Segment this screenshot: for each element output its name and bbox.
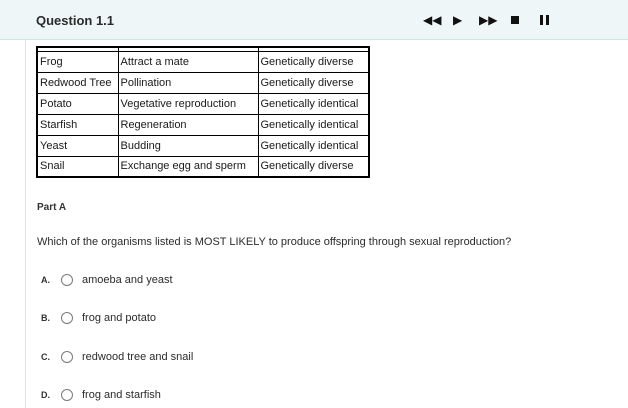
- method-cell: Attract a mate: [118, 51, 258, 72]
- pause-button[interactable]: [540, 15, 549, 25]
- question-title: Question 1.1: [36, 13, 115, 28]
- option-text[interactable]: amoeba and yeast: [82, 274, 173, 286]
- option-text[interactable]: redwood tree and snail: [82, 351, 194, 363]
- option-letter: D.: [41, 390, 50, 400]
- option-letter: C.: [41, 352, 50, 362]
- diversity-cell: Genetically identical: [258, 114, 369, 135]
- organism-cell: Snail: [37, 156, 118, 177]
- table-row: [37, 72, 369, 93]
- diversity-cell: Genetically identical: [258, 135, 369, 156]
- radio-button-a[interactable]: [61, 274, 73, 286]
- radio-button-d[interactable]: [61, 389, 73, 401]
- question-content: [25, 40, 628, 408]
- diversity-cell: Genetically diverse: [258, 156, 369, 177]
- stop-button[interactable]: [511, 16, 519, 24]
- question-prompt: Which of the organisms listed is MOST LIKELY to produce offspring through sexual reproduction?: [37, 236, 512, 248]
- organism-cell: Starfish: [37, 114, 118, 135]
- part-label: Part A: [37, 202, 67, 213]
- radio-button-c[interactable]: [61, 351, 73, 363]
- radio-button-b[interactable]: [61, 312, 73, 324]
- option-letter: A.: [41, 275, 50, 285]
- diversity-cell: Genetically diverse: [258, 72, 369, 93]
- method-cell: Regeneration: [118, 114, 258, 135]
- diversity-cell: Genetically identical: [258, 93, 369, 114]
- option-text[interactable]: frog and potato: [82, 312, 157, 324]
- option-text[interactable]: frog and starfish: [82, 389, 161, 401]
- method-cell: Vegetative reproduction: [118, 93, 258, 114]
- method-cell: Pollination: [118, 72, 258, 93]
- organism-cell: Potato: [37, 93, 118, 114]
- play-button[interactable]: ▶: [453, 13, 463, 27]
- answer-option-b[interactable]: [41, 311, 241, 327]
- organism-cell: Redwood Tree: [37, 72, 118, 93]
- table-row: [37, 51, 369, 72]
- fast-forward-button[interactable]: ▶▶: [479, 13, 498, 27]
- question-header: [0, 0, 628, 40]
- table-row: [37, 156, 369, 177]
- pause-icon-left-bar: [540, 15, 543, 25]
- table-row: [37, 93, 369, 114]
- organism-cell: Frog: [37, 51, 118, 72]
- answer-option-d[interactable]: [41, 388, 241, 404]
- organism-cell: Yeast: [37, 135, 118, 156]
- answer-option-c[interactable]: [41, 350, 241, 366]
- rewind-button[interactable]: ◀◀: [423, 13, 442, 27]
- table-row: [37, 114, 369, 135]
- answer-option-a[interactable]: [41, 273, 241, 289]
- pause-icon-right-bar: [546, 15, 549, 25]
- organism-table: [36, 46, 370, 178]
- option-letter: B.: [41, 313, 50, 323]
- table-row: [37, 135, 369, 156]
- method-cell: Budding: [118, 135, 258, 156]
- diversity-cell: Genetically diverse: [258, 51, 369, 72]
- method-cell: Exchange egg and sperm: [118, 156, 258, 177]
